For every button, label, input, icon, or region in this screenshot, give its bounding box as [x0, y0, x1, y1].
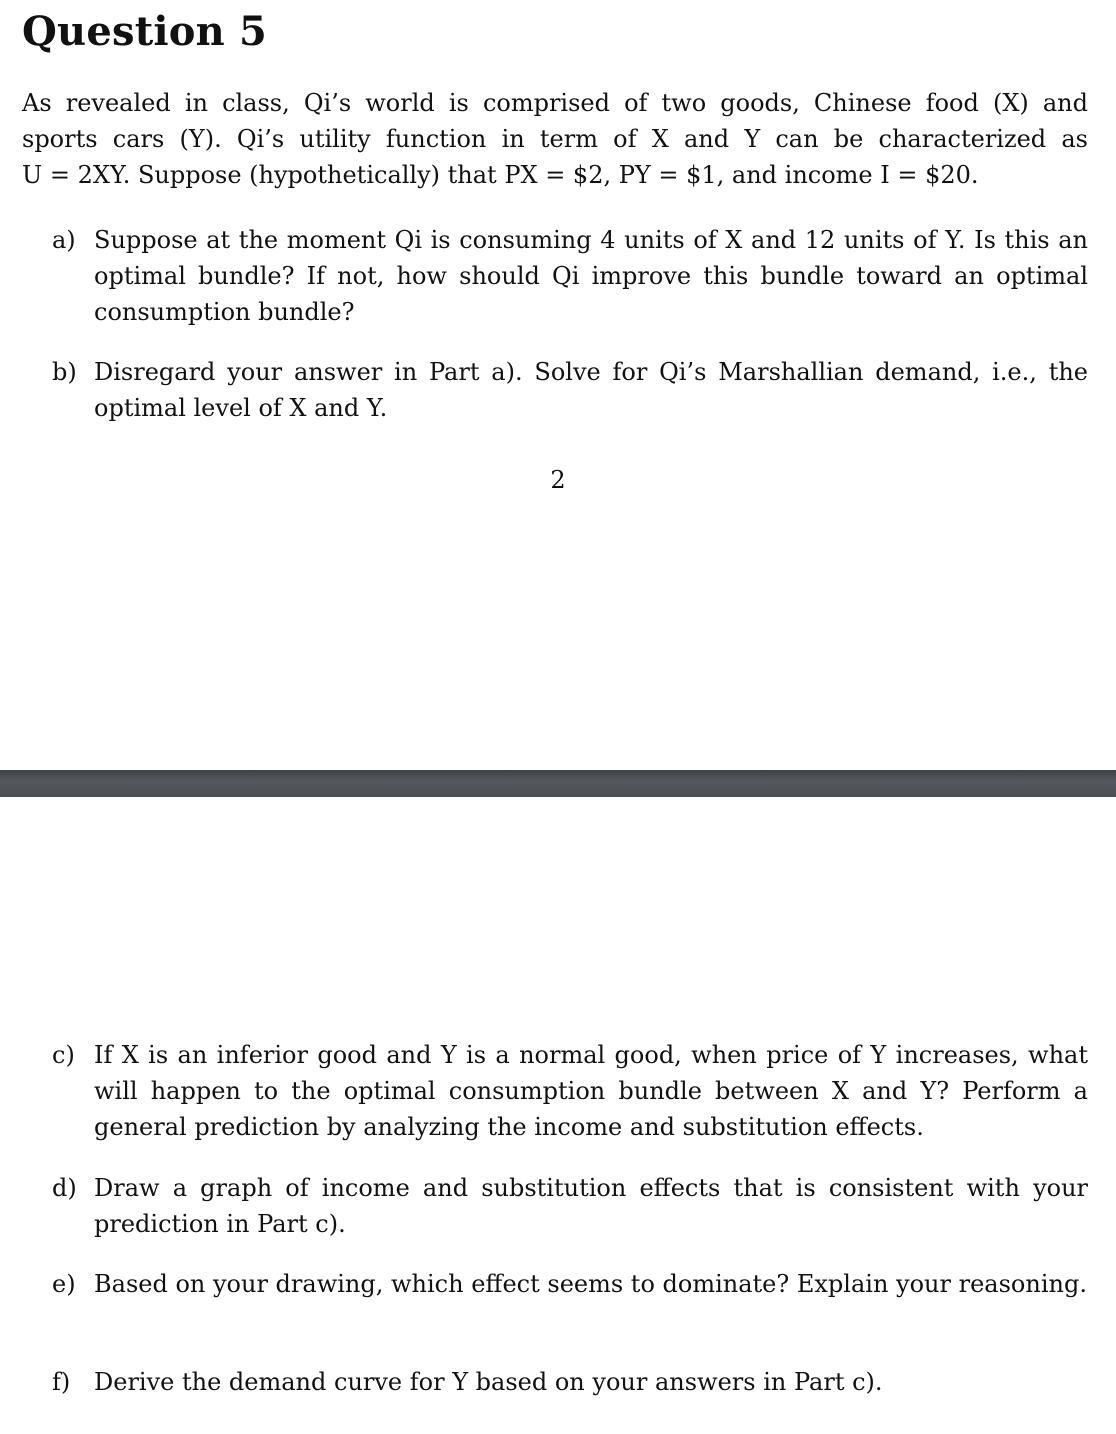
part-e: [52, 1266, 1088, 1302]
question-intro: [22, 85, 1088, 193]
intro-line-3: U = 2XY. Suppose (hypothetically) that PX = $2, PY = $1, and income I = $20.: [22, 161, 979, 189]
part-f: [52, 1364, 1088, 1400]
part-label: a): [52, 226, 76, 254]
part-c: [52, 1037, 1088, 1145]
part-b: [52, 354, 1088, 426]
part-label: f): [52, 1368, 71, 1396]
part-d: [52, 1170, 1088, 1242]
page-number: 2: [550, 466, 566, 494]
part-a: [52, 222, 1088, 330]
part-label: c): [52, 1041, 75, 1069]
part-text: Disregard your answer in Part a). Solve for Qi’s Marshallian demand, i.e., the optimal level of X and Y.: [94, 358, 1088, 422]
part-text: Based on your drawing, which effect seems to dominate? Explain your reasoning.: [94, 1270, 1087, 1298]
part-text: If X is an inferior good and Y is a normal good, when price of Y increases, what will happen to the optimal consumption bundle between X and Y? Perform a general prediction by analyzing the income and substitution effects.: [94, 1041, 1088, 1141]
part-label: d): [52, 1174, 77, 1202]
question-title: Question 5: [22, 8, 268, 55]
part-label: e): [52, 1270, 76, 1298]
page-divider: [0, 770, 1116, 797]
part-text: Suppose at the moment Qi is consuming 4 units of X and 12 units of Y. Is this an optimal bundle? If not, how should Qi improve this bundle toward an optimal consumption bundle?: [94, 226, 1088, 326]
part-label: b): [52, 358, 77, 386]
intro-line-1: As revealed in class, Qi’s world is comprised of two goods, Chinese food (X) and: [22, 89, 1088, 117]
part-text: Draw a graph of income and substitution effects that is consistent with your prediction in Part c).: [94, 1174, 1088, 1238]
part-text: Derive the demand curve for Y based on your answers in Part c).: [94, 1368, 883, 1396]
intro-line-2: sports cars (Y). Qi’s utility function in term of X and Y can be characterized as: [22, 125, 1088, 153]
